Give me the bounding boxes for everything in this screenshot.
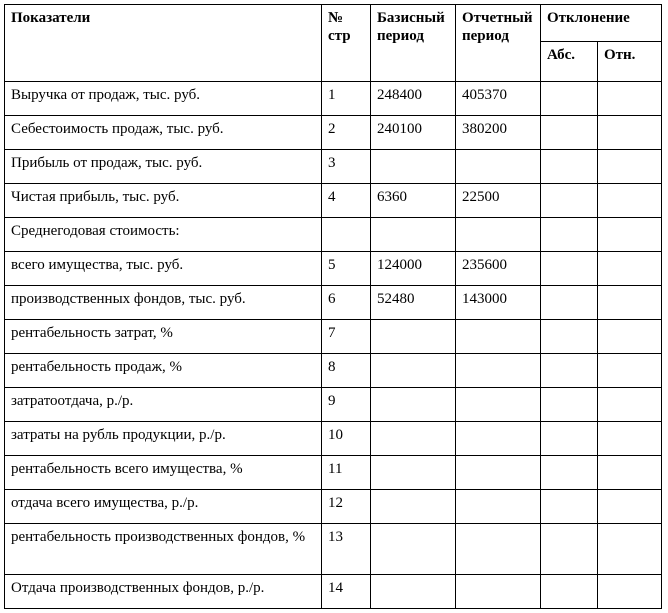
indicator-cell: рентабельность производственных фондов, % [5, 524, 322, 575]
row-number-cell: 2 [322, 116, 371, 150]
row-number-cell: 3 [322, 150, 371, 184]
indicator-cell: Себестоимость продаж, тыс. руб. [5, 116, 322, 150]
row-number-cell: 8 [322, 354, 371, 388]
indicator-cell: Выручка от продаж, тыс. руб. [5, 82, 322, 116]
report-period-cell [456, 490, 541, 524]
deviation-abs-cell [541, 490, 598, 524]
table-row [5, 490, 662, 524]
indicator-cell: Прибыль от продаж, тыс. руб. [5, 150, 322, 184]
deviation-rel-cell [598, 320, 662, 354]
deviation-rel-cell [598, 252, 662, 286]
header-base-period: Базисный период [371, 5, 456, 82]
deviation-rel-cell [598, 524, 662, 575]
base-period-cell [371, 218, 456, 252]
report-period-cell: 405370 [456, 82, 541, 116]
indicator-cell: Чистая прибыль, тыс. руб. [5, 184, 322, 218]
deviation-abs-cell [541, 218, 598, 252]
base-period-cell [371, 320, 456, 354]
deviation-abs-cell [541, 422, 598, 456]
deviation-abs-cell [541, 252, 598, 286]
deviation-abs-cell [541, 456, 598, 490]
base-period-cell: 124000 [371, 252, 456, 286]
report-period-cell: 235600 [456, 252, 541, 286]
deviation-rel-cell [598, 456, 662, 490]
header-deviation-rel: Отн. [598, 42, 662, 82]
deviation-abs-cell [541, 150, 598, 184]
report-period-cell [456, 354, 541, 388]
row-number-cell: 7 [322, 320, 371, 354]
table-row [5, 524, 662, 575]
table-row [5, 252, 662, 286]
row-number-cell: 10 [322, 422, 371, 456]
row-number-cell: 4 [322, 184, 371, 218]
base-period-cell [371, 422, 456, 456]
row-number-cell: 5 [322, 252, 371, 286]
deviation-rel-cell [598, 388, 662, 422]
base-period-cell [371, 490, 456, 524]
deviation-rel-cell [598, 82, 662, 116]
deviation-abs-cell [541, 388, 598, 422]
table-row [5, 82, 662, 116]
report-period-cell: 380200 [456, 116, 541, 150]
deviation-abs-cell [541, 184, 598, 218]
table-row [5, 150, 662, 184]
deviation-rel-cell [598, 150, 662, 184]
report-period-cell [456, 422, 541, 456]
row-number-cell: 9 [322, 388, 371, 422]
indicator-cell: рентабельность всего имущества, % [5, 456, 322, 490]
deviation-rel-cell [598, 286, 662, 320]
report-period-cell [456, 150, 541, 184]
base-period-cell [371, 456, 456, 490]
deviation-rel-cell [598, 490, 662, 524]
row-number-cell: 13 [322, 524, 371, 575]
deviation-rel-cell [598, 218, 662, 252]
deviation-rel-cell [598, 116, 662, 150]
base-period-cell: 240100 [371, 116, 456, 150]
deviation-abs-cell [541, 354, 598, 388]
table-row [5, 575, 662, 609]
row-number-cell: 6 [322, 286, 371, 320]
indicator-cell: Среднегодовая стоимость: [5, 218, 322, 252]
report-period-cell: 22500 [456, 184, 541, 218]
base-period-cell [371, 150, 456, 184]
table-row [5, 456, 662, 490]
table-row [5, 388, 662, 422]
base-period-cell: 52480 [371, 286, 456, 320]
table-row [5, 354, 662, 388]
deviation-rel-cell [598, 422, 662, 456]
indicator-cell: Отдача производственных фондов, р./р. [5, 575, 322, 609]
deviation-rel-cell [598, 184, 662, 218]
header-report-period: Отчетный период [456, 5, 541, 82]
report-period-cell [456, 320, 541, 354]
base-period-cell: 248400 [371, 82, 456, 116]
table-row [5, 116, 662, 150]
deviation-abs-cell [541, 320, 598, 354]
base-period-cell [371, 388, 456, 422]
deviation-rel-cell [598, 575, 662, 609]
base-period-cell: 6360 [371, 184, 456, 218]
indicator-cell: рентабельность продаж, % [5, 354, 322, 388]
report-period-cell [456, 524, 541, 575]
table-row [5, 184, 662, 218]
deviation-abs-cell [541, 286, 598, 320]
row-number-cell: 11 [322, 456, 371, 490]
base-period-cell [371, 575, 456, 609]
row-number-cell: 12 [322, 490, 371, 524]
indicators-table [4, 4, 662, 609]
table-row [5, 320, 662, 354]
indicator-cell: отдача всего имущества, р./р. [5, 490, 322, 524]
report-period-cell: 143000 [456, 286, 541, 320]
deviation-abs-cell [541, 524, 598, 575]
indicator-cell: затратоотдача, р./р. [5, 388, 322, 422]
deviation-abs-cell [541, 116, 598, 150]
indicator-cell: рентабельность затрат, % [5, 320, 322, 354]
deviation-abs-cell [541, 82, 598, 116]
row-number-cell: 14 [322, 575, 371, 609]
header-indicator: Показатели [5, 5, 322, 82]
row-number-cell: 1 [322, 82, 371, 116]
report-period-cell [456, 456, 541, 490]
header-deviation-abs: Абс. [541, 42, 598, 82]
table-row [5, 422, 662, 456]
header-row-number: № стр [322, 5, 371, 82]
row-number-cell [322, 218, 371, 252]
deviation-abs-cell [541, 575, 598, 609]
indicator-cell: производственных фондов, тыс. руб. [5, 286, 322, 320]
table-row [5, 218, 662, 252]
indicator-cell: затраты на рубль продукции, р./р. [5, 422, 322, 456]
base-period-cell [371, 524, 456, 575]
indicator-cell: всего имущества, тыс. руб. [5, 252, 322, 286]
deviation-rel-cell [598, 354, 662, 388]
report-period-cell [456, 388, 541, 422]
report-period-cell [456, 218, 541, 252]
header-deviation: Отклонение [541, 5, 662, 42]
base-period-cell [371, 354, 456, 388]
table-row [5, 286, 662, 320]
report-period-cell [456, 575, 541, 609]
